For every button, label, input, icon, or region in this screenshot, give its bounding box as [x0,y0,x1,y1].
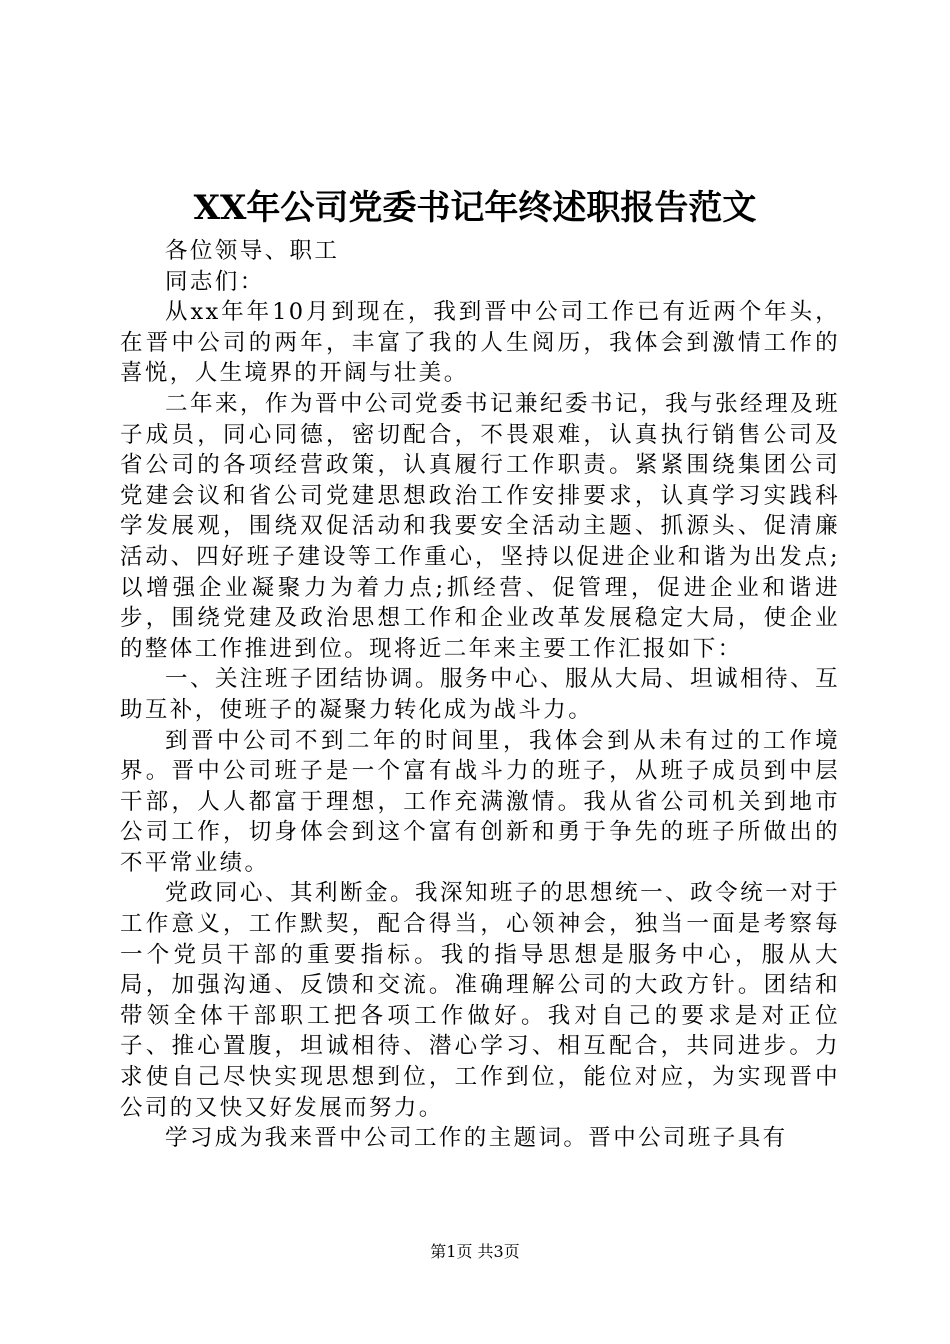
salutation-line-2: 同志们： [165,268,265,295]
document-title: XX年公司党委书记年终述职报告范文 [193,188,757,228]
salutation-line-1: 各位领导、职工 [165,238,340,264]
paragraph-unity: 党政同心、其利断金。我深知班子的思想统一、政令统一对于工作意义，工作默契，配合得当，心领神会，独当一面是考察每一个党员干部的重要指标。我的指导思想是服务中心，服从大局，加强沟通、反馈和交流。准确理解公司的大政方针。团结和带领全体干部职工把各项工作做好。我对自己的要求是对正位子、推心置腹，坦诚相待、潜心学习、相互配合，共同进步。力求使自己尽快实现思想到位，工作到位，能位对应，为实现晋中公司的又快又好发展而努力。 [120,880,840,1121]
paragraph-team-experience: 到晋中公司不到二年的时间里，我体会到从未有过的工作境界。晋中公司班子是一个富有战斗力的班子，从班子成员到中层干部，人人都富于理想，工作充满激情。我从省公司机关到地市公司工作，切身体会到这个富有创新和勇于争先的班子所做出的不平常业绩。 [120,727,840,876]
document-body [120,236,840,1154]
page-number-footer: 第1页 共3页 [430,1242,520,1261]
paragraph-overview: 二年来，作为晋中公司党委书记兼纪委书记，我与张经理及班子成员，同心同德，密切配合，不畏艰难，认真执行销售公司及省公司的各项经营政策，认真履行工作职责。紧紧围绕集团公司党建会议和省公司党建思想政治工作安排要求，认真学习实践科学发展观，围绕双促活动和我要安全活动主题、抓源头、促清廉活动、四好班子建设等工作重心，坚持以促进企业和谐为出发点;以增强企业凝聚力为着力点;抓经营、促管理，促进企业和谐进步，围绕党建及政治思想工作和企业改革发展稳定大局，使企业的整体工作推进到位。现将近二年来主要工作汇报如下： [120,390,840,662]
paragraph-section-1-heading: 一、关注班子团结协调。服务中心、服从大局、坦诚相待、互助互补，使班子的凝聚力转化成为战斗力。 [120,666,840,723]
paragraph-learning: 学习成为我来晋中公司工作的主题词。晋中公司班子具有 [165,1125,788,1152]
paragraph-intro: 从xx年年10月到现在，我到晋中公司工作已有近两个年头，在晋中公司的两年，丰富了我的人生阅历，我体会到激情工作的喜悦，人生境界的开阔与壮美。 [120,299,840,387]
